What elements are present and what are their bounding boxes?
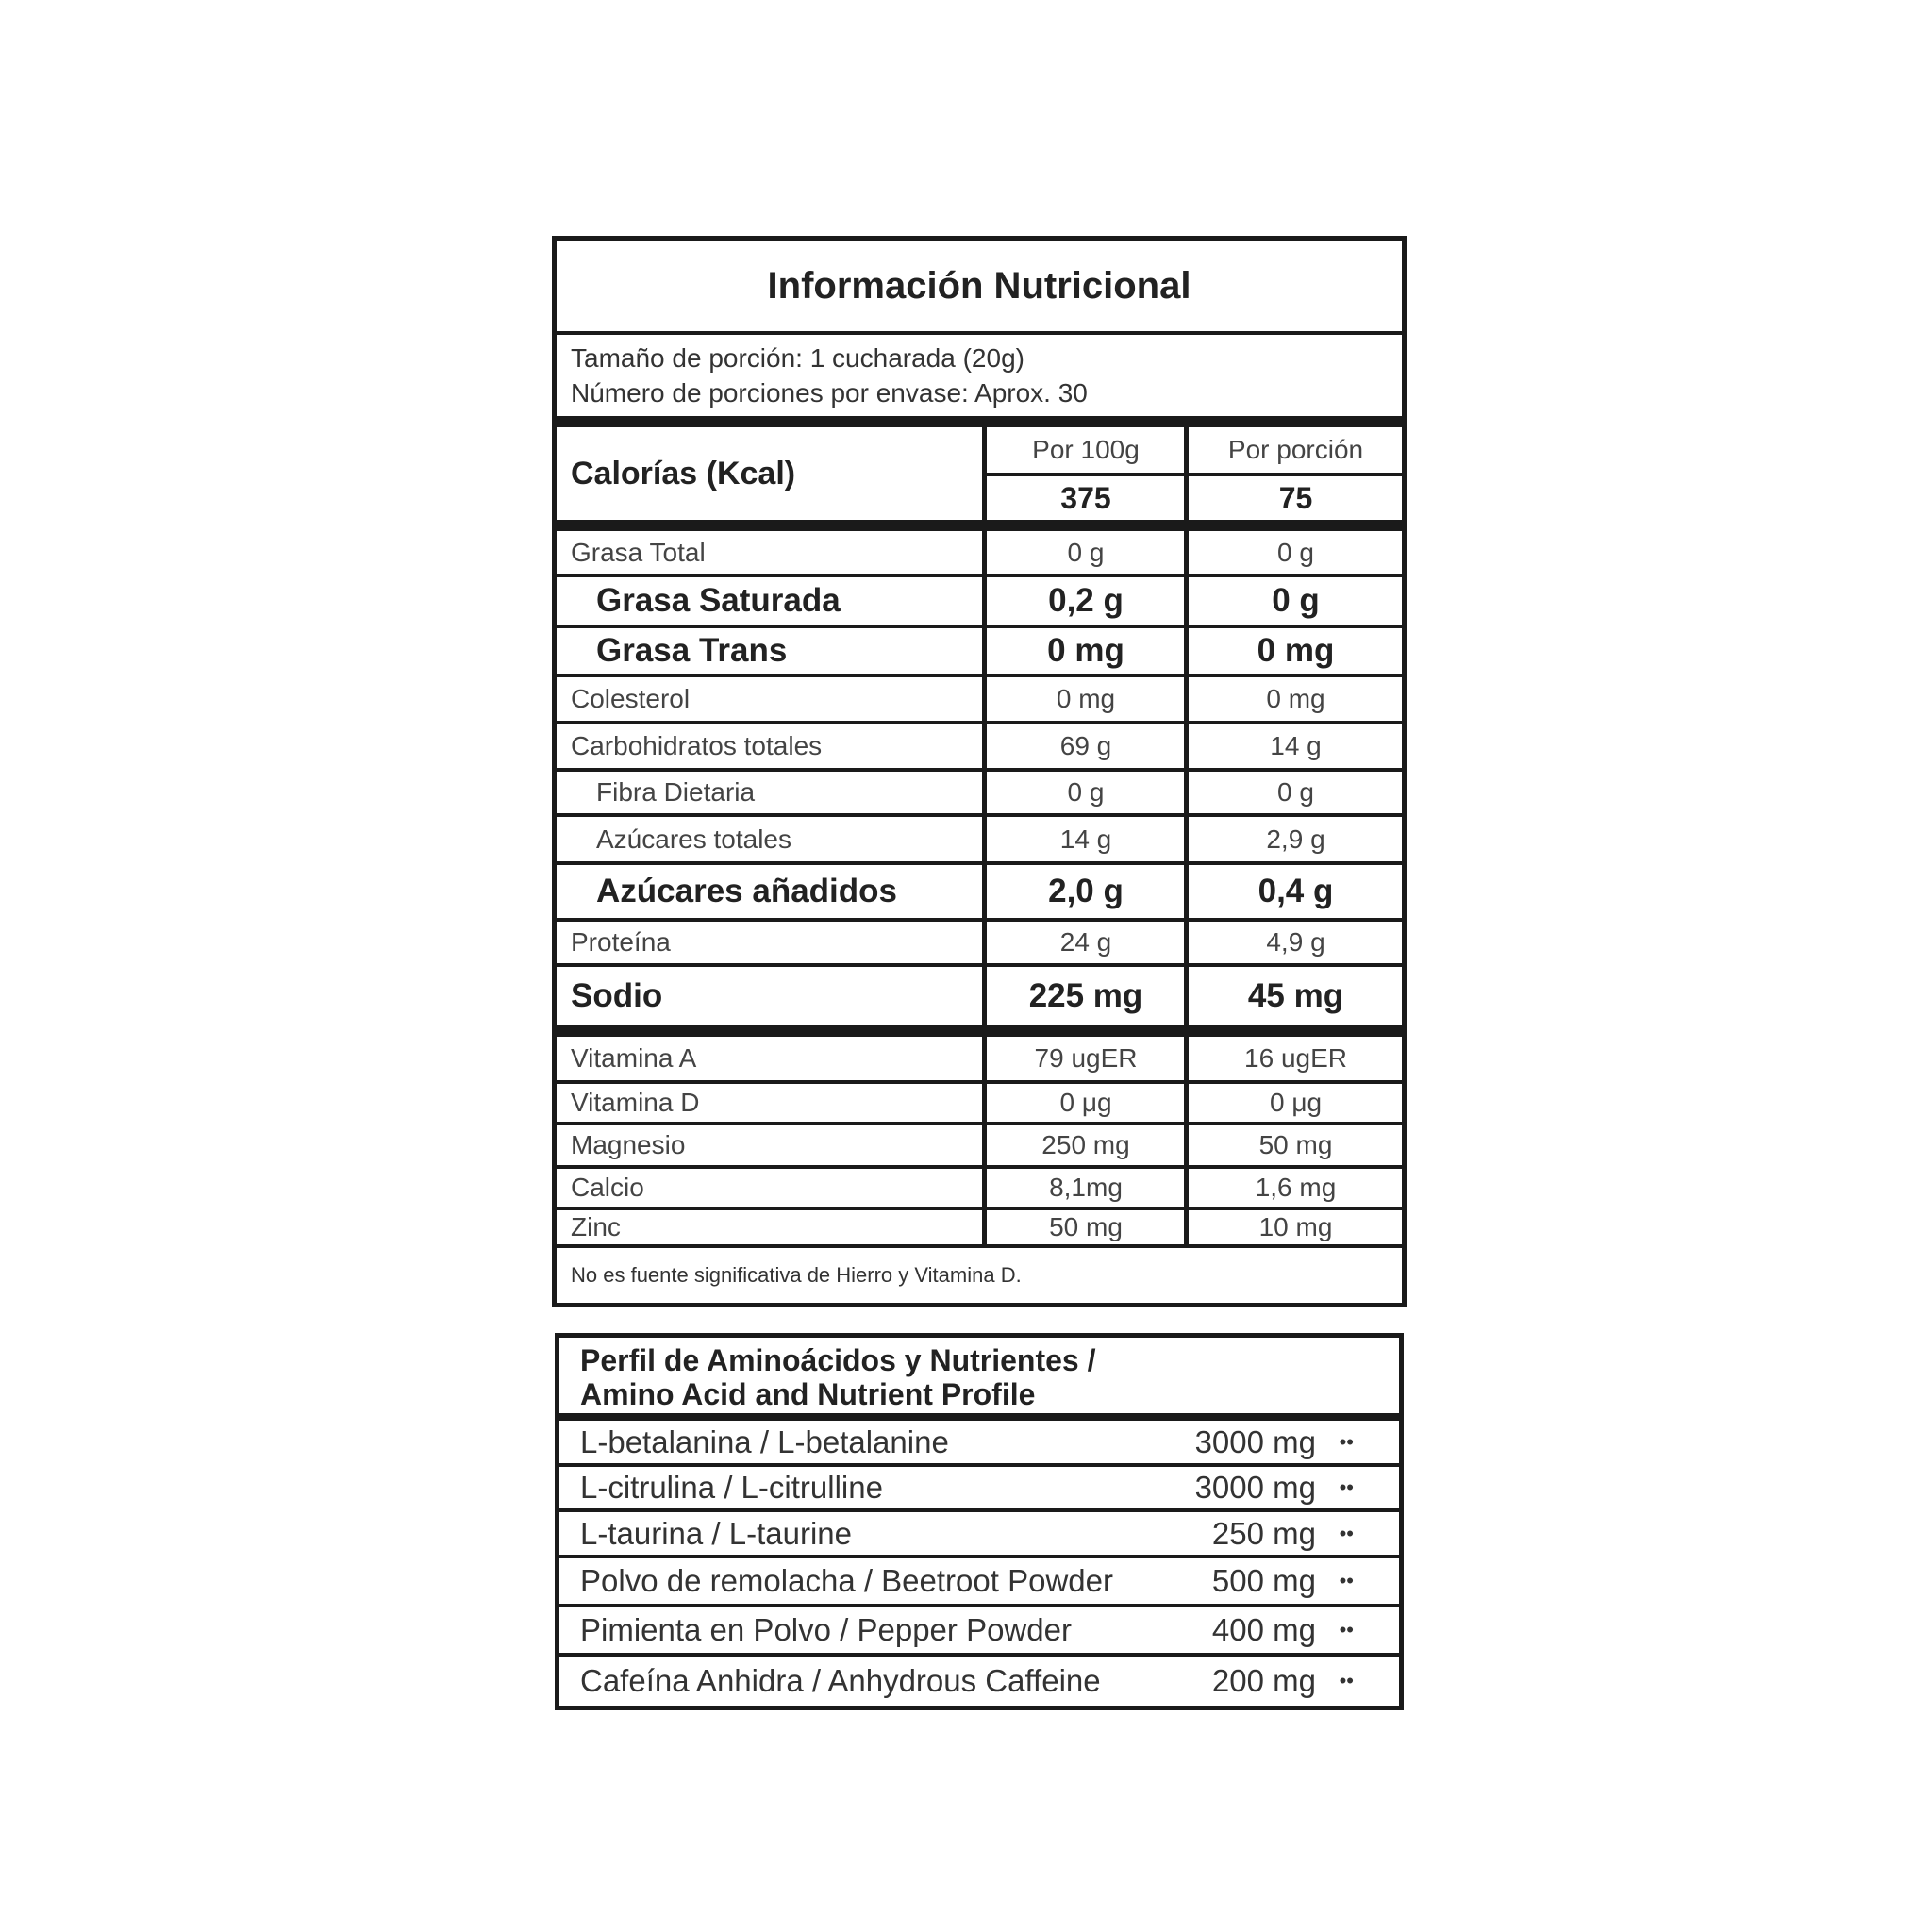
- micronutrient-per-100g: 0 μg: [1059, 1088, 1112, 1117]
- nutrient-per-serving: 4,9 g: [1266, 927, 1325, 957]
- column-divider: [1184, 416, 1189, 1248]
- amino-item-label: Polvo de remolacha / Beetroot Powder: [580, 1563, 1113, 1598]
- amino-item-label: L-betalanina / L-betalanine: [580, 1424, 949, 1459]
- micronutrient-per-serving: 16 ugER: [1244, 1043, 1347, 1073]
- micronutrient-label: Magnesio: [571, 1130, 686, 1159]
- nutrient-label: Grasa Trans: [596, 632, 788, 669]
- calories-label: Calorías (Kcal): [571, 455, 796, 491]
- amino-item-value: 3000 mg: [1194, 1424, 1316, 1459]
- thick-divider: [557, 520, 1402, 531]
- nutrient-per-serving: 14 g: [1270, 731, 1322, 760]
- amino-item-mark: ••: [1339, 1569, 1354, 1592]
- nutrient-per-100g: 24 g: [1059, 927, 1112, 957]
- nutrient-per-100g: 14 g: [1059, 824, 1112, 854]
- nutrition-title: Información Nutricional: [767, 264, 1191, 307]
- nutrient-per-serving: 0,4 g: [1257, 873, 1334, 909]
- amino-item-mark: ••: [1339, 1669, 1354, 1692]
- nutrient-per-100g: 0 mg: [1047, 632, 1124, 669]
- amino-profile-panel: [555, 1333, 1404, 1710]
- amino-item-mark: ••: [1339, 1475, 1354, 1499]
- nutrient-per-100g: 2,0 g: [1048, 873, 1124, 909]
- nutrient-per-serving: 0 g: [1272, 582, 1320, 619]
- micronutrient-per-100g: 250 mg: [1041, 1130, 1130, 1159]
- thick-divider: [557, 1025, 1402, 1037]
- nutrient-per-serving: 0 g: [1277, 777, 1314, 807]
- nutrient-label: Carbohidratos totales: [571, 731, 823, 760]
- nutrient-label: Sodio: [571, 977, 663, 1014]
- amino-item-value: 250 mg: [1211, 1515, 1316, 1551]
- nutrient-label: Grasa Saturada: [596, 582, 841, 619]
- amino-item-label: Cafeína Anhidra / Anhydrous Caffeine: [580, 1663, 1101, 1698]
- column-divider: [982, 416, 987, 1248]
- nutrient-label: Azúcares añadidos: [596, 873, 897, 909]
- micronutrient-label: Vitamina D: [571, 1088, 700, 1117]
- nutrient-per-100g: 0 mg: [1056, 684, 1116, 713]
- amino-item-mark: ••: [1339, 1521, 1354, 1545]
- nutrient-label: Fibra Dietaria: [596, 777, 756, 807]
- nutrient-per-serving: 0 mg: [1257, 632, 1335, 669]
- micronutrient-label: Zinc: [571, 1212, 621, 1241]
- micronutrient-per-100g: 8,1mg: [1049, 1173, 1123, 1202]
- divider: [557, 331, 1402, 335]
- amino-item-label: L-taurina / L-taurine: [580, 1515, 852, 1551]
- nutrient-per-100g: 69 g: [1059, 731, 1112, 760]
- amino-item-value: 500 mg: [1211, 1563, 1316, 1598]
- nutrient-per-serving: 0 g: [1277, 537, 1314, 567]
- amino-profile-title: [580, 1343, 1096, 1411]
- calories-per-serving: 75: [1278, 480, 1313, 515]
- micronutrient-per-100g: 50 mg: [1049, 1212, 1123, 1241]
- amino-item-value: 3000 mg: [1194, 1470, 1316, 1505]
- nutrient-per-100g: 0 g: [1067, 537, 1105, 567]
- micronutrient-label: Vitamina A: [571, 1043, 697, 1073]
- amino-item-value: 400 mg: [1211, 1612, 1316, 1647]
- micronutrient-per-serving: 50 mg: [1258, 1130, 1333, 1159]
- micronutrient-per-100g: 79 ugER: [1034, 1043, 1138, 1073]
- nutrient-per-serving: 0 mg: [1266, 684, 1325, 713]
- micronutrient-per-serving: 0 μg: [1269, 1088, 1323, 1117]
- amino-item-value: 200 mg: [1211, 1663, 1316, 1698]
- col-header-per-serving: Por porción: [1227, 435, 1364, 464]
- nutrient-per-100g: 225 mg: [1028, 977, 1143, 1014]
- micronutrient-label: Calcio: [571, 1173, 644, 1202]
- calories-per-100g: 375: [1060, 480, 1111, 515]
- micronutrient-per-serving: 1,6 mg: [1255, 1173, 1337, 1202]
- amino-item-label: Pimienta en Polvo / Pepper Powder: [580, 1612, 1072, 1647]
- nutrition-facts-panel: [552, 236, 1407, 1307]
- nutrient-per-100g: 0 g: [1067, 777, 1105, 807]
- nutrient-per-100g: 0,2 g: [1048, 582, 1124, 619]
- thick-divider: [557, 416, 1402, 427]
- nutrient-label: Proteína: [571, 927, 671, 957]
- servings-per-container: Número de porciones por envase: Aprox. 30: [571, 378, 1088, 408]
- amino-item-mark: ••: [1339, 1618, 1354, 1641]
- amino-title-line-2: Amino Acid and Nutrient Profile: [580, 1377, 1036, 1411]
- amino-item-label: L-citrulina / L-citrulline: [580, 1470, 883, 1505]
- footnote: No es fuente significativa de Hierro y Vitamina D.: [571, 1263, 1022, 1287]
- nutrient-label: Grasa Total: [571, 537, 706, 567]
- amino-item-mark: ••: [1339, 1429, 1354, 1454]
- nutrient-per-serving: 45 mg: [1247, 977, 1344, 1014]
- serving-size: Tamaño de porción: 1 cucharada (20g): [571, 343, 1024, 373]
- nutrient-label: Azúcares totales: [596, 824, 791, 854]
- micronutrient-per-serving: 10 mg: [1258, 1212, 1333, 1241]
- nutrient-per-serving: 2,9 g: [1266, 824, 1325, 854]
- nutrient-label: Colesterol: [571, 684, 691, 713]
- amino-title-line-1: Perfil de Aminoácidos y Nutrientes /: [580, 1343, 1096, 1377]
- thick-divider: [559, 1413, 1399, 1421]
- col-header-per-100g: Por 100g: [1032, 435, 1140, 464]
